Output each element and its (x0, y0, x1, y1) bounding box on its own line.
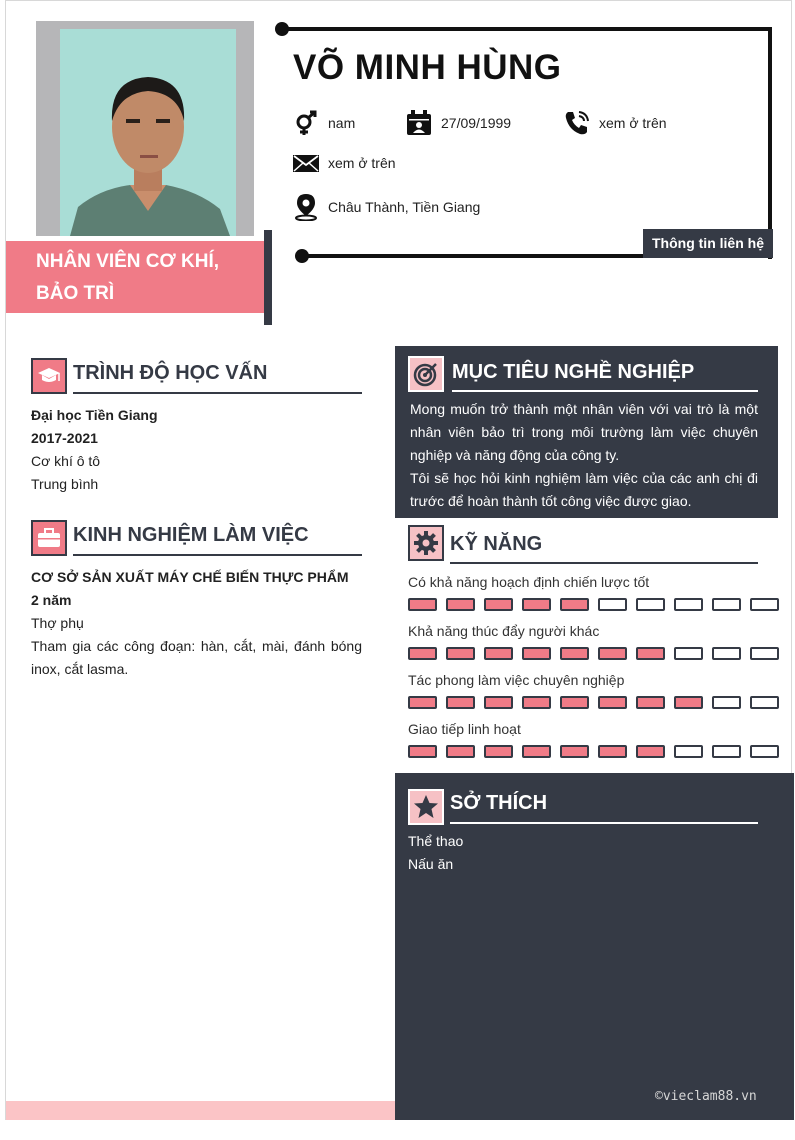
education-title: TRÌNH ĐỘ HỌC VẤN (73, 362, 268, 384)
skill-segment-empty (712, 598, 741, 611)
gear-icon (413, 530, 439, 556)
birthday-info (406, 110, 511, 136)
header-frame-top (283, 27, 772, 31)
skill-segment-empty (674, 647, 703, 660)
skill-segment-filled (446, 647, 475, 660)
skill-rating-row (408, 647, 779, 660)
phone-icon (564, 110, 590, 136)
objective-rule (452, 390, 758, 392)
skill-segment-empty (750, 745, 779, 758)
phone-info (564, 110, 667, 136)
skill-segment-filled (408, 598, 437, 611)
birthday-value: 27/09/1999 (441, 115, 512, 131)
skill-segment-empty (712, 696, 741, 709)
skill-rating-row (408, 598, 779, 611)
skill-segment-filled (408, 745, 437, 758)
location-pin-icon (293, 193, 319, 221)
job-title-line1: NHÂN VIÊN CƠ KHÍ, (36, 251, 219, 272)
footer-pink-bar (6, 1101, 395, 1120)
education-section-icon (31, 358, 67, 394)
objective-section-icon (408, 356, 444, 392)
header-dot-bottom (295, 249, 309, 263)
skill-segment-filled (636, 696, 665, 709)
skill-segment-filled (598, 696, 627, 709)
skill-segment-empty (750, 696, 779, 709)
experience-rule (73, 554, 362, 556)
address-value: Châu Thành, Tiền Giang (328, 199, 481, 215)
skill-segment-filled (636, 745, 665, 758)
avatar-photo (60, 29, 236, 236)
header-dot-top (275, 22, 289, 36)
gender-icon (293, 110, 319, 136)
experience-title: KINH NGHIỆM LÀM VIỆC (73, 524, 309, 546)
skill-segment-filled (522, 598, 551, 611)
skill-label: Tác phong làm việc chuyên nghiệp (408, 672, 625, 688)
skill-segment-filled (408, 647, 437, 660)
experience-company: CƠ SỞ SẢN XUẤT MÁY CHẾ BIẾN THỰC PHẨM (31, 569, 349, 585)
job-title-line2: BẢO TRÌ (36, 283, 115, 304)
phone-value: xem ở trên (599, 115, 667, 131)
skill-segment-filled (522, 696, 551, 709)
education-rule (73, 392, 362, 394)
experience-description: Tham gia các công đoạn: hàn, cắt, mài, đánh bóng inox, cắt lasma. (31, 638, 362, 677)
skill-segment-filled (636, 647, 665, 660)
skill-segment-filled (446, 696, 475, 709)
education-major: Cơ khí ô tô (31, 453, 101, 469)
skill-segment-filled (598, 647, 627, 660)
experience-section-icon (31, 520, 67, 556)
skill-segment-empty (674, 598, 703, 611)
skill-segment-filled (522, 745, 551, 758)
gender-info (293, 110, 355, 136)
skill-segment-filled (560, 598, 589, 611)
skill-segment-filled (560, 745, 589, 758)
objective-para2: Tôi sẽ học hỏi kinh nghiệm làm việc của các anh chị đi trước để hoàn thành tốt công việc được giao. (410, 470, 758, 509)
watermark: ©vieclam88.vn (655, 1089, 757, 1104)
header-frame-right (768, 27, 772, 259)
education-school: Đại học Tiền Giang (31, 407, 158, 423)
hobbies-section-icon (408, 789, 444, 825)
skill-segment-empty (636, 598, 665, 611)
skill-segment-filled (674, 696, 703, 709)
skill-segment-filled (484, 696, 513, 709)
skill-segment-filled (408, 696, 437, 709)
skill-segment-empty (674, 745, 703, 758)
skills-section-icon (408, 525, 444, 561)
job-title-block (6, 241, 264, 313)
skill-segment-filled (598, 745, 627, 758)
skills-title: KỸ NĂNG (450, 533, 543, 555)
graduation-cap-icon (37, 366, 61, 386)
skills-rule (450, 562, 758, 564)
skill-segment-filled (484, 598, 513, 611)
email-info (293, 152, 396, 174)
briefcase-icon (37, 528, 61, 548)
skill-rating-row (408, 696, 779, 709)
hobbies-rule (450, 822, 758, 824)
skill-segment-filled (560, 696, 589, 709)
skill-segment-empty (712, 745, 741, 758)
skill-segment-filled (560, 647, 589, 660)
objective-para1: Mong muốn trở thành một nhân viên với vai trò là một nhân viên bảo trì trong môi trường làm việc chuyên nghiệp và năng động của công ty. (410, 401, 758, 463)
hobbies-title: SỞ THÍCH (450, 792, 548, 814)
skill-segment-empty (750, 598, 779, 611)
email-icon (293, 152, 319, 174)
skill-segment-filled (446, 598, 475, 611)
email-value: xem ở trên (328, 155, 396, 171)
hobby-item: Thể thao (408, 833, 464, 849)
job-title-accent-bar (264, 230, 272, 325)
full-name: VÕ MINH HÙNG (293, 48, 562, 87)
skill-segment-filled (446, 745, 475, 758)
skill-segment-filled (522, 647, 551, 660)
skill-label: Khả năng thúc đẩy người khác (408, 623, 600, 639)
star-icon (413, 794, 439, 820)
skill-label: Có khả năng hoạch định chiến lược tốt (408, 574, 650, 590)
education-grade: Trung bình (31, 476, 99, 492)
skill-segment-empty (598, 598, 627, 611)
education-years: 2017-2021 (31, 430, 98, 446)
contact-info-button[interactable]: Thông tin liên hệ (643, 229, 773, 258)
skill-segment-filled (484, 647, 513, 660)
skill-segment-filled (484, 745, 513, 758)
skill-label: Giao tiếp linh hoạt (408, 721, 521, 737)
calendar-icon (406, 110, 432, 136)
hobby-item: Nấu ăn (408, 856, 454, 872)
skill-segment-empty (750, 647, 779, 660)
objective-title: MỤC TIÊU NGHỀ NGHIỆP (452, 361, 695, 383)
target-icon (413, 361, 439, 387)
gender-value: nam (328, 115, 356, 131)
experience-role: Thợ phụ (31, 615, 84, 631)
hobbies-panel (395, 773, 794, 1120)
experience-duration: 2 năm (31, 592, 72, 608)
skill-rating-row (408, 745, 779, 758)
address-info (293, 193, 480, 221)
skill-segment-empty (712, 647, 741, 660)
